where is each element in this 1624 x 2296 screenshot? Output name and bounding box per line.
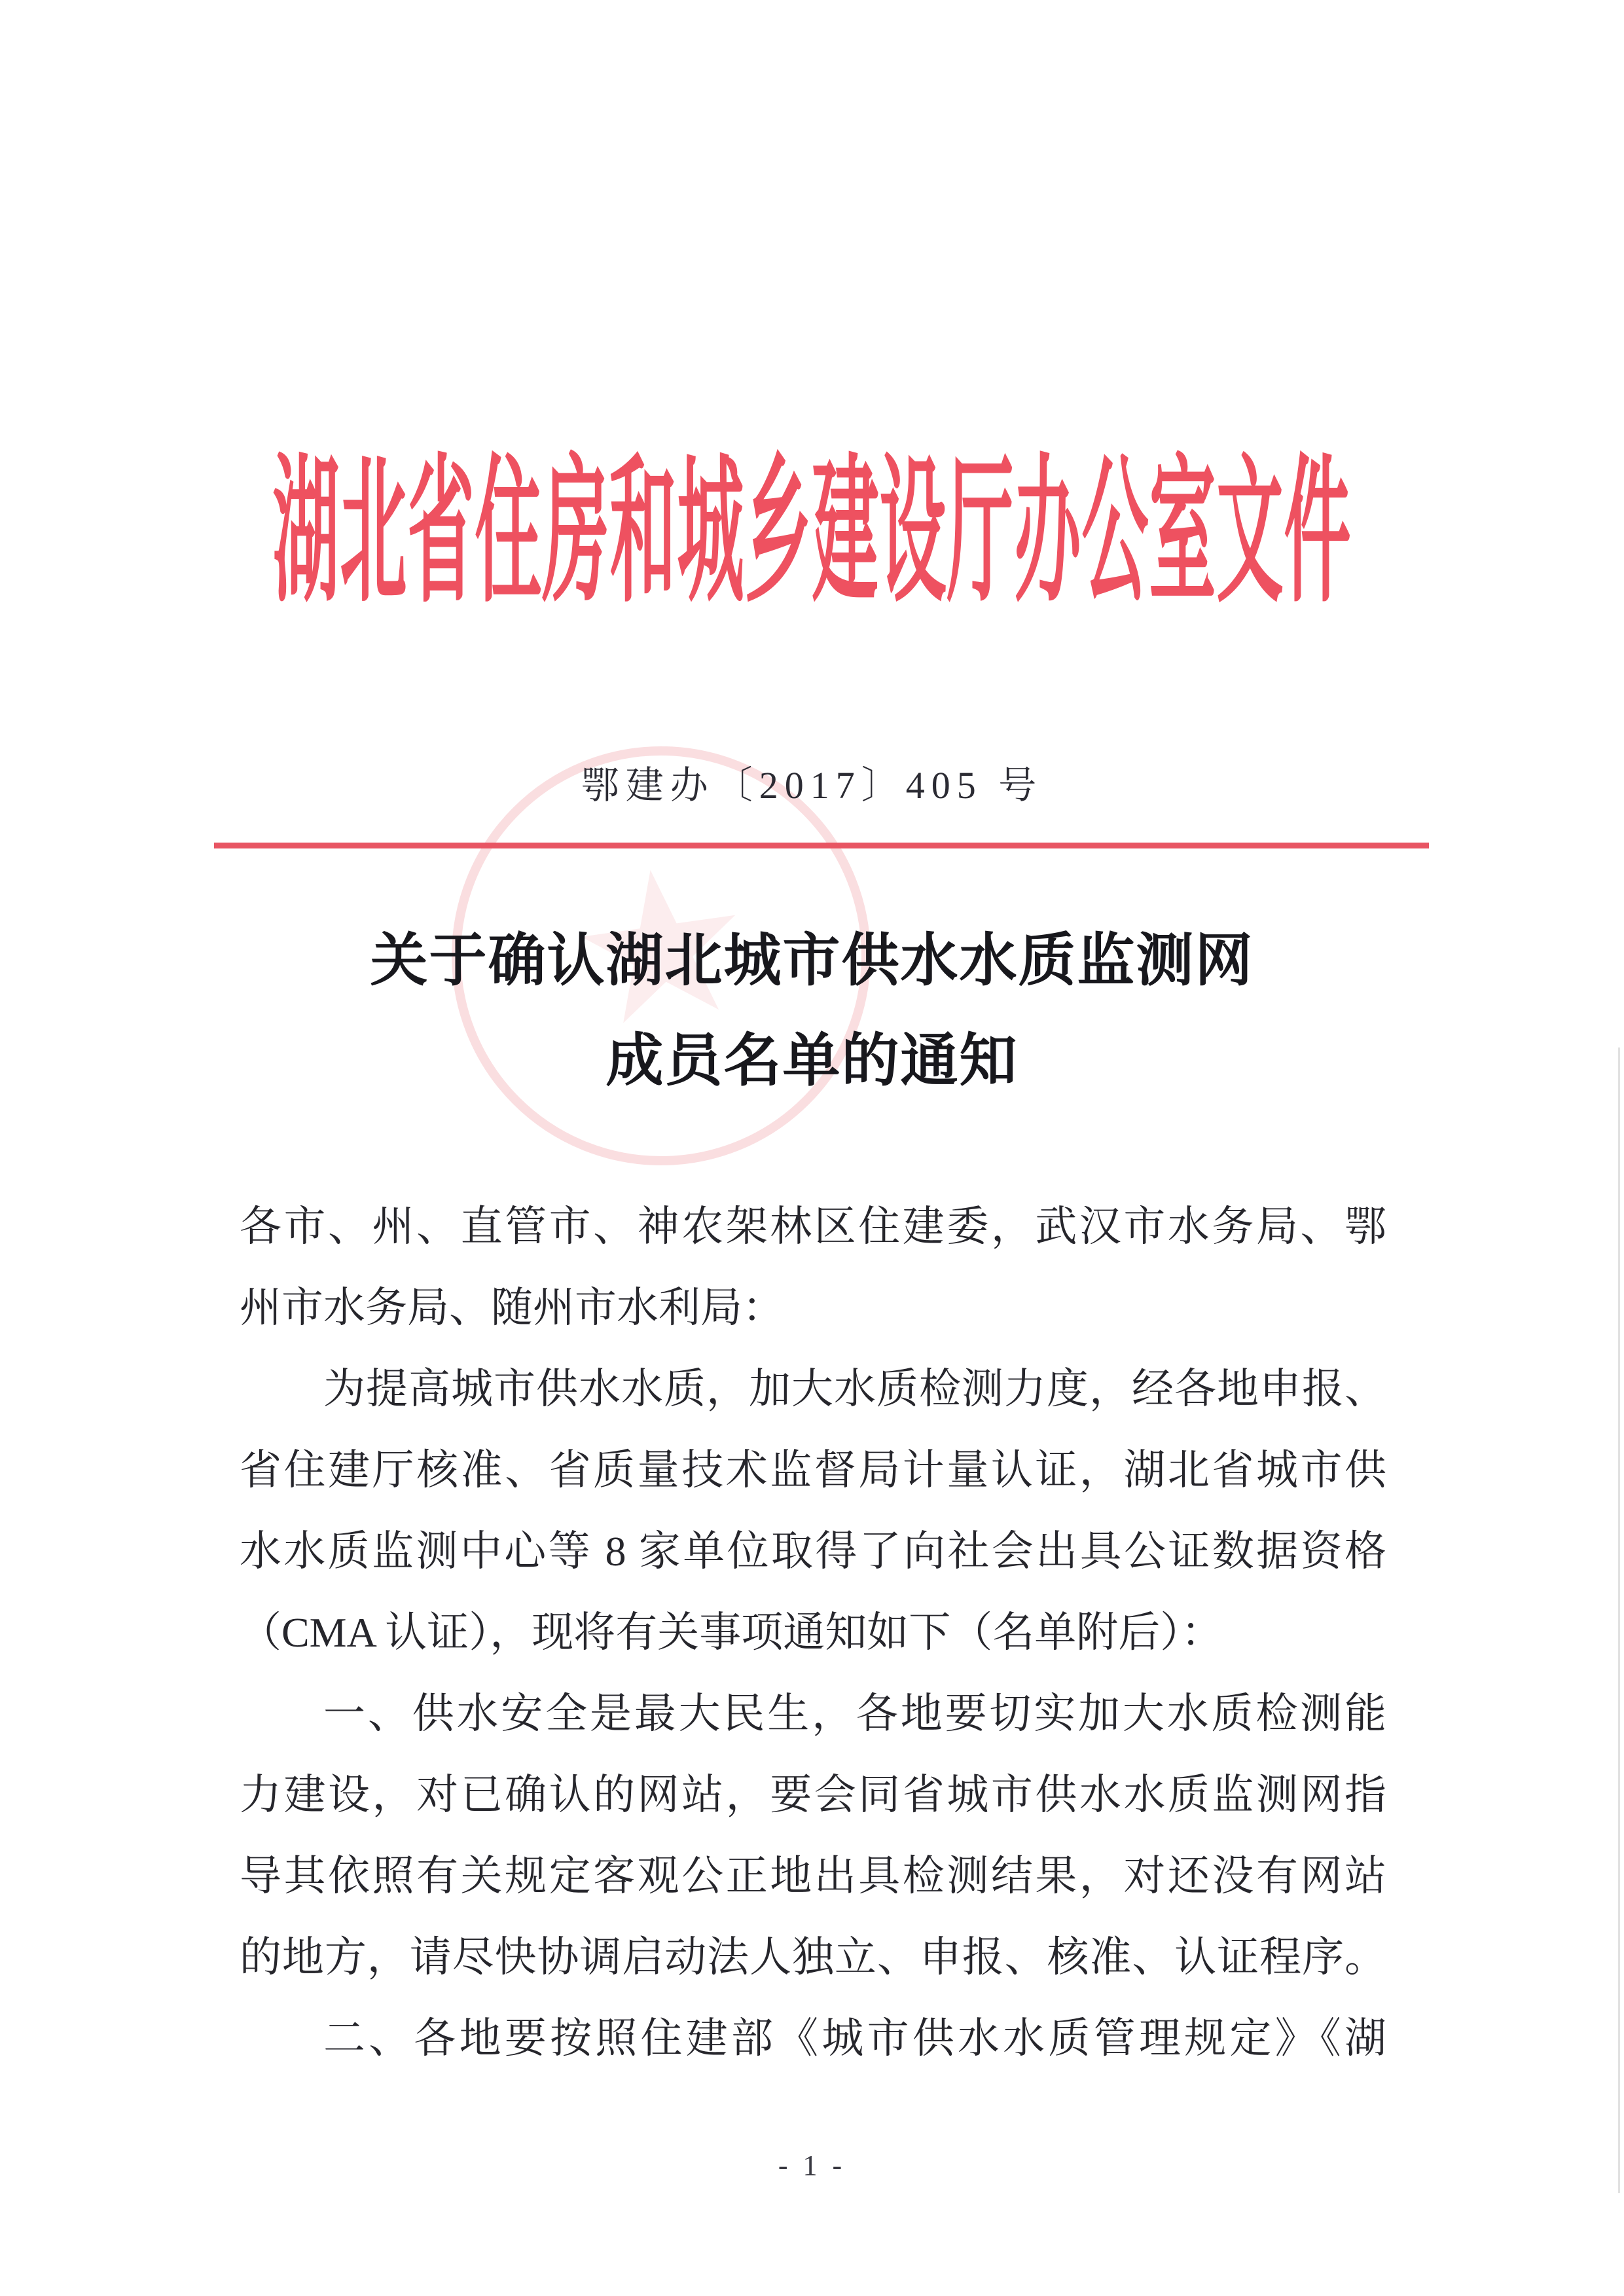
scan-edge-artifact <box>1618 1048 1620 2193</box>
document-title-line2: 成员名单的通知 <box>605 1030 1019 1093</box>
body-line: 导其依照有关规定客观公正地出具检测结果，对还没有网站 <box>240 1853 1386 1899</box>
body-line: 州市水务局、随州市水利局： <box>240 1285 784 1331</box>
body-line: 二、各地要按照住建部《城市供水水质管理规定》《湖 <box>323 2015 1386 2062</box>
document-number: 鄂建办〔2017〕405 号 <box>581 764 1043 807</box>
seal-star-icon: ★ <box>554 816 768 1076</box>
document-title-line1: 关于确认湖北城市供水水质监测网 <box>370 930 1254 993</box>
document-title <box>0 911 1624 1112</box>
body-line: 一、供水安全是最大民生，各地要切实加大水质检测能 <box>323 1690 1386 1737</box>
page-number: - 1 - <box>778 2149 846 2181</box>
red-separator-rule <box>214 843 1429 848</box>
body-line: 为提高城市供水水质，加大水质检测力度，经各地申报、 <box>323 1366 1386 1412</box>
body-line: 省住建厅核准、省质量技术监督局计量认证，湖北省城市供 <box>240 1447 1386 1493</box>
body-line: 的地方，请尽快协调启动法人独立、申报、核准、认证程序。 <box>240 1934 1386 1980</box>
body-line: 力建设，对已确认的网站，要会同省城市供水水质监测网指 <box>240 1772 1386 1818</box>
body-line: 各市、州、直管市、神农架林区住建委，武汉市水务局、鄂 <box>240 1203 1386 1250</box>
body-line: （CMA 认证），现将有关事项通知如下（名单附后）： <box>240 1609 1223 1656</box>
body-line: 水水质监测中心等 8 家单位取得了向社会出具公证数据资格 <box>240 1528 1386 1575</box>
letterhead-title: 湖北省住房和城乡建设厅办公室文件 <box>272 446 1352 623</box>
document-body <box>240 1186 1386 2079</box>
